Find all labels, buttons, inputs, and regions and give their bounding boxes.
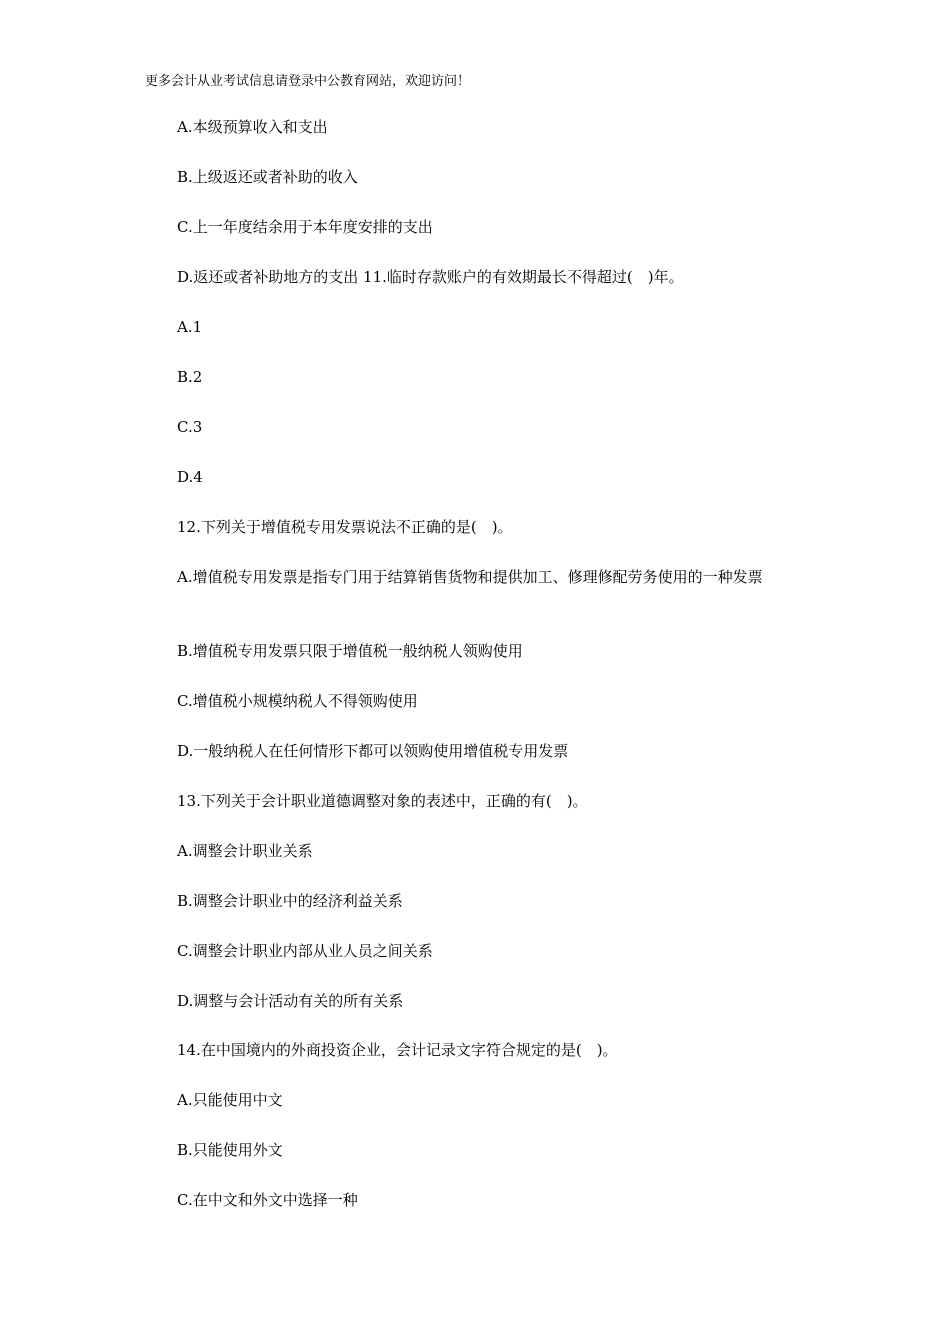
option-d-text: D.一般纳税人在任何情形下都可以领购使用增值税专用发票: [177, 742, 569, 760]
option-b-text: B.上级返还或者补助的收入: [177, 168, 358, 186]
option-b-text: B.只能使用外文: [177, 1141, 283, 1159]
option-b-text: B.2: [177, 368, 203, 386]
option-b-text: B.调整会计职业中的经济利益关系: [177, 892, 403, 910]
question-14-text: 14.在中国境内的外商投资企业，会计记录文字符合规定的是( )。: [177, 1041, 618, 1059]
option-c-text: C.调整会计职业内部从业人员之间关系: [177, 942, 433, 960]
option-b-text: B.增值税专用发票只限于增值税一般纳税人领购使用: [177, 642, 523, 660]
option-a-text: A.只能使用中文: [177, 1091, 283, 1109]
question-13-text: 13.下列关于会计职业道德调整对象的表述中，正确的有( )。: [177, 792, 588, 810]
option-c-text: C.在中文和外文中选择一种: [177, 1191, 358, 1209]
option-d-text: D.4: [177, 468, 203, 486]
option-a-text: A.调整会计职业关系: [177, 842, 313, 860]
option-d-question-11-text: D.返还或者补助地方的支出 11.临时存款账户的有效期最长不得超过( )年。: [177, 268, 684, 286]
option-a-text: A.增值税专用发票是指专门用于结算销售货物和提供加工、修理修配劳务使用的一种发票: [177, 568, 763, 586]
question-12-text: 12.下列关于增值税专用发票说法不正确的是( )。: [177, 518, 513, 536]
option-a-text: A.1: [177, 318, 203, 336]
option-c-text: C.3: [177, 418, 203, 436]
option-c-text: C.上一年度结余用于本年度安排的支出: [177, 218, 433, 236]
option-a-text: A.本级预算收入和支出: [177, 118, 328, 136]
option-d-text: D.调整与会计活动有关的所有关系: [177, 992, 404, 1010]
page-header-note: 更多会计从业考试信息请登录中公教育网站，欢迎访问！: [145, 74, 471, 89]
option-c-text: C.增值税小规模纳税人不得领购使用: [177, 692, 418, 710]
